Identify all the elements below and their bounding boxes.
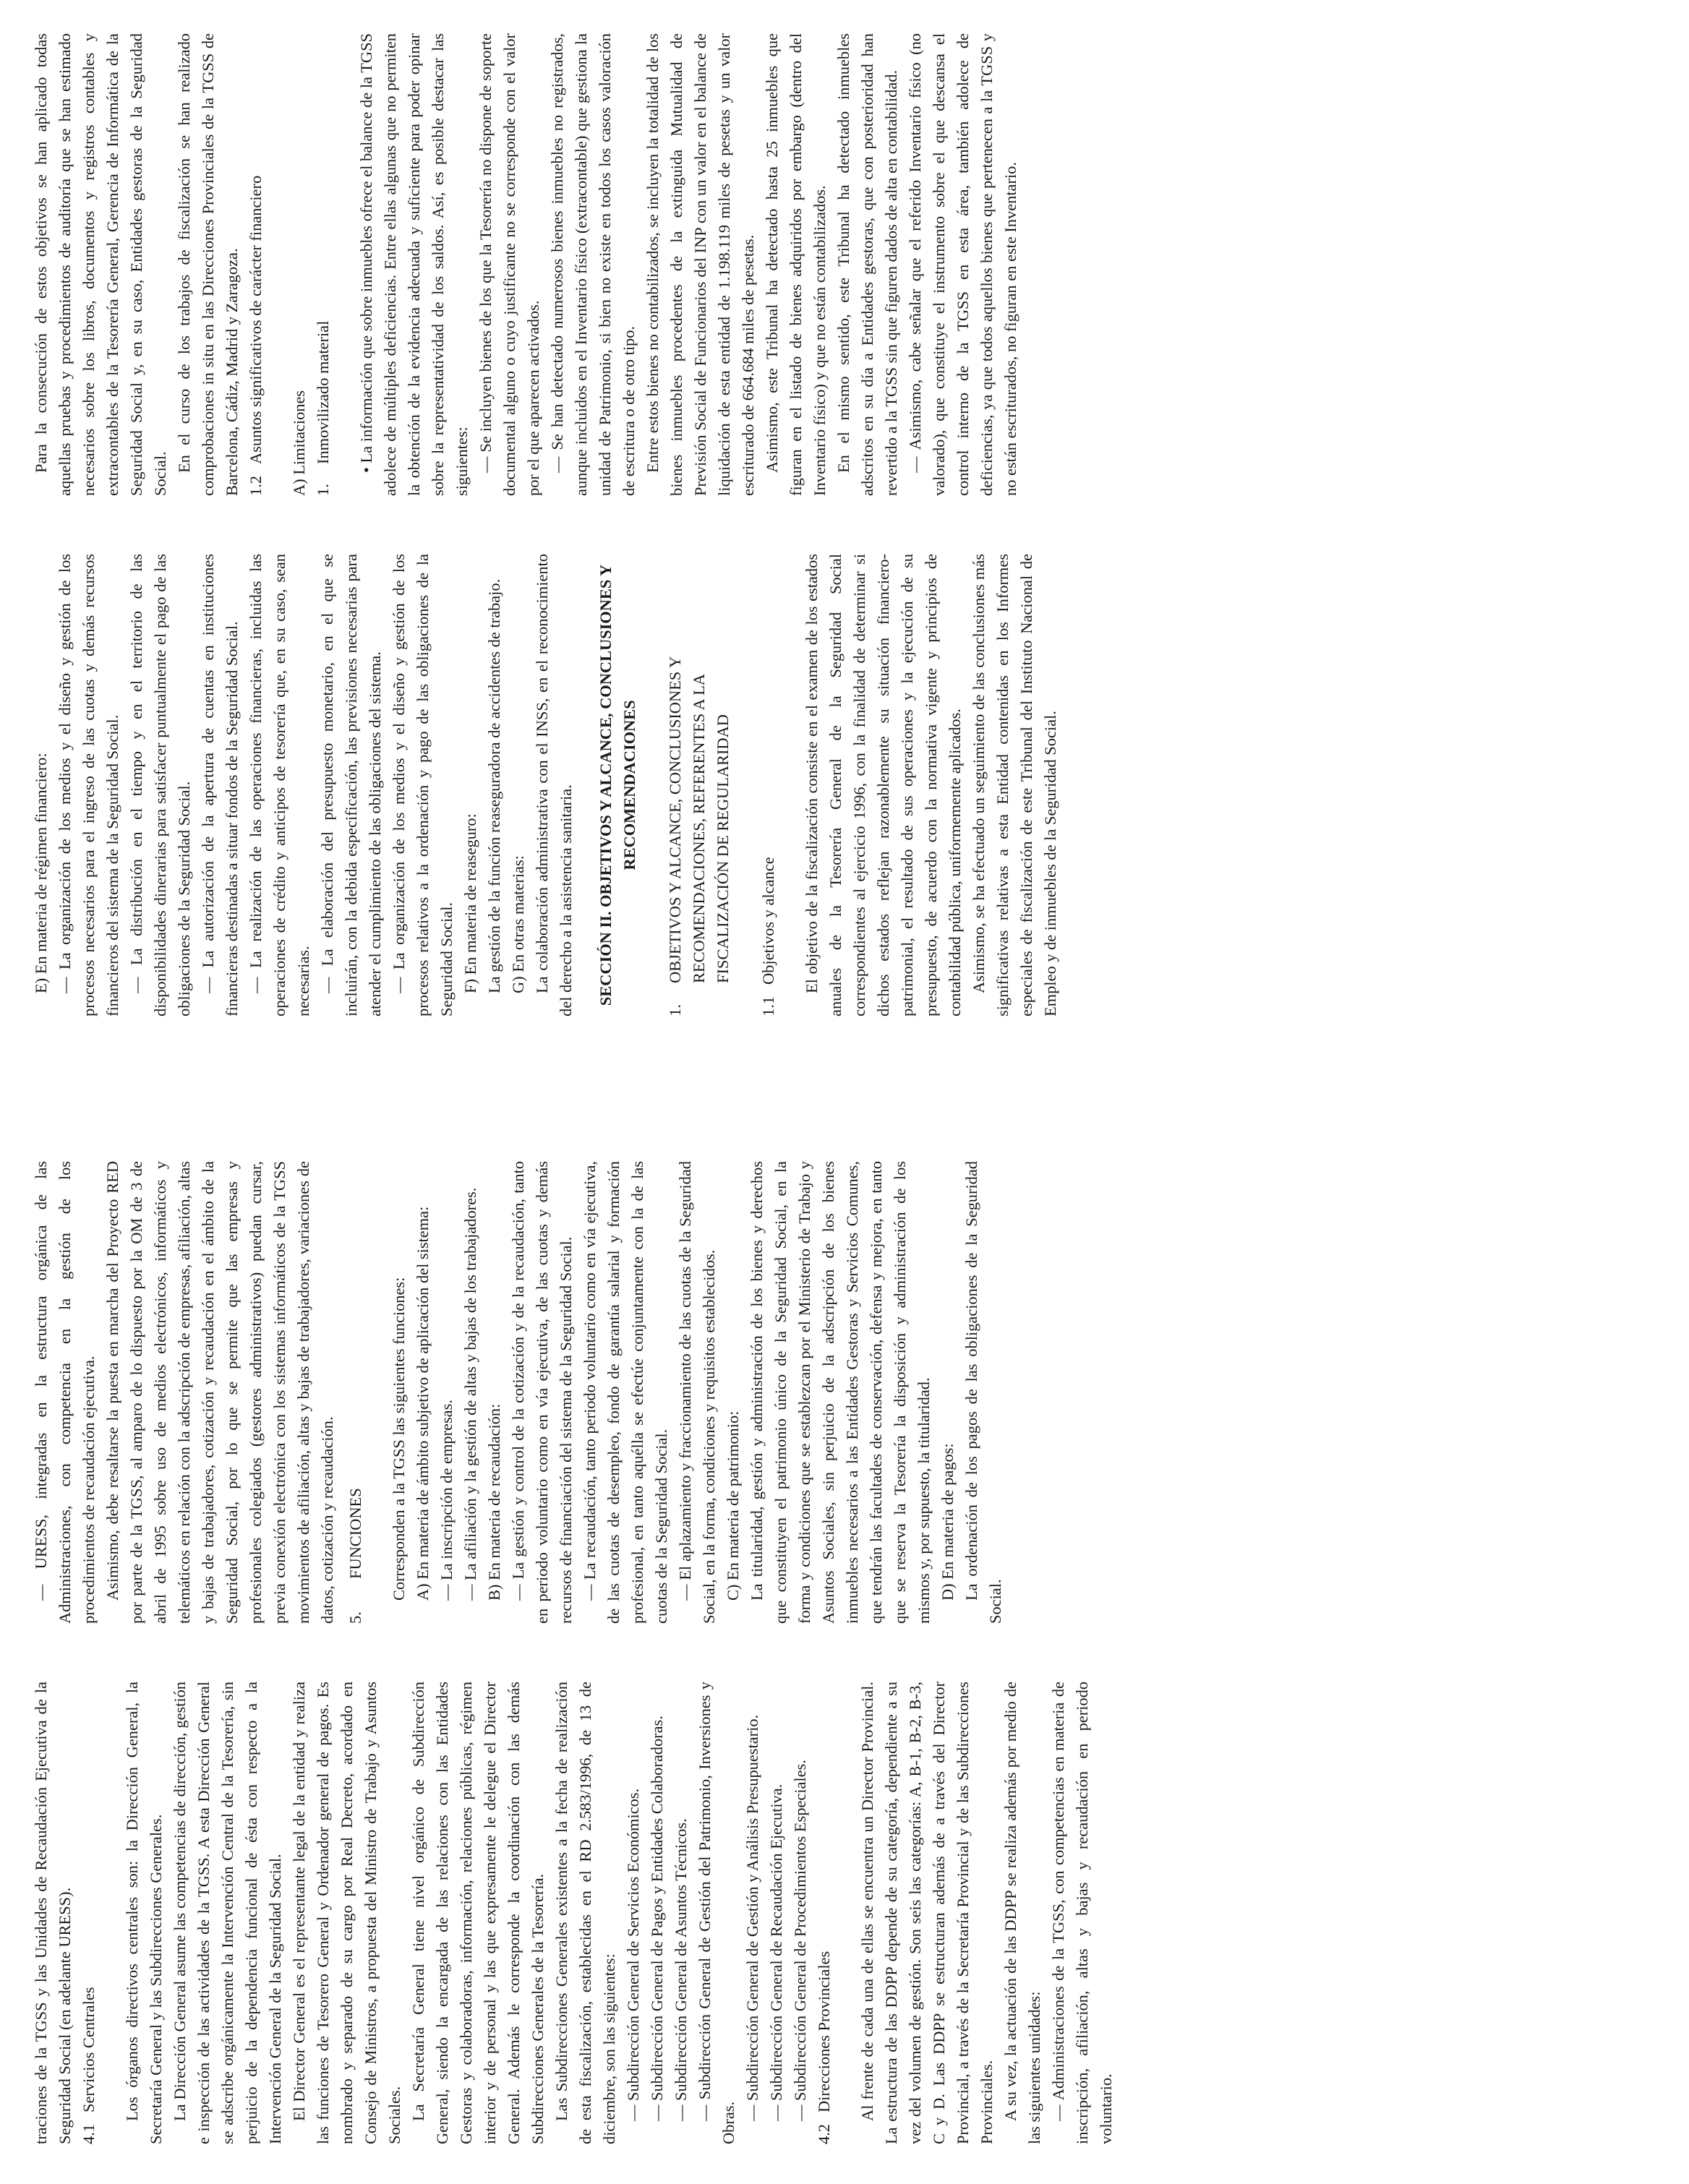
- list-item: — Subdirección General de Procedimientos Especiales.: [791, 1760, 809, 2121]
- section-heading: [663, 554, 735, 1016]
- subsection-heading: G) En otras materias:: [509, 855, 527, 993]
- list-item: — La organización de los medios y el diseño y gestión de los procesos relativos a la ordenación y pago de las obligaciones de la Seguridad Social.: [390, 554, 456, 1016]
- section-title: FUNCIONES: [346, 1488, 364, 1579]
- list-item: — La gestión y control de la cotización y de la recaudación, tanto en periodo voluntario como en vía ejecutiva, de las cuotas y demás recursos de financiación del sistema de la Seguridad Social.: [509, 1161, 575, 1624]
- paragraph: traciones de la TGSS y las Unidades de Recaudación Ejecutiva de la Seguridad Social (en adelante URESS).: [32, 1682, 74, 2144]
- paragraph: La ordenación de los pagos de las obligaciones de la Seguridad Social.: [962, 1161, 1004, 1624]
- left-page-column-1: [29, 1682, 1649, 2144]
- list-item: — Subdirección General de Gestión del Patrimonio, Inversiones y Obras.: [696, 1682, 737, 2144]
- section-title: Objetivos y alcance: [759, 857, 777, 985]
- list-item: — Asimismo, cabe señalar que el referido Inventario físico (no valorado), que constituye el instrumento sobre el que descansa el control interno de la TGSS en esta área, también adolece de deficiencias, ya que todos aquellos bienes que pertenecen a la TGSS y no están escriturados, no figuran en este Inventario.: [906, 33, 1019, 496]
- section-title: Direcciones Provinciales: [815, 1950, 833, 2112]
- list-item: — La inscripción de empresas.: [437, 1400, 456, 1601]
- subsection-heading: E) En materia de régimen financiero:: [32, 753, 50, 993]
- paragraph: Corresponden a la TGSS las siguientes funciones:: [390, 1277, 408, 1601]
- paragraph: Entre estos bienes no contabilizados, se incluyen la totalidad de los bienes inmuebles procedentes de la extinguida Mutualidad de Previsión Social de Funcionarios del INP con un valor en el balance de liquidación de esta entidad de 1.198.119 miles de pesetas y un valor escriturado de 664.684 miles de pesetas.: [643, 33, 757, 496]
- paragraph: Las Subdirecciones Generales existentes a la fecha de realización de esta fiscalización, establecidas en el RD 2.583/1996, de 13 de diciembre, son las siguientes:: [552, 1682, 618, 2144]
- subsection-heading: B) En materia de recaudación:: [485, 1403, 503, 1601]
- section-number: 1.2: [247, 476, 265, 496]
- list-item: — Subdirección General de Servicios Económicos.: [624, 1788, 642, 2121]
- right-page: [0, 15, 1689, 1027]
- list-item: — La organización de los medios y el diseño y gestión de los procesos necesarios para el ingreso de las cuotas y demás recursos financieros del sistema de la Seguridad Social.: [56, 554, 121, 1016]
- paragraph: El Director General es el representante legal de la entidad y realiza las funciones de Tesorero General y Ordenador general de pagos. Es nombrado y separado de su cargo por Real Decreto, acordado en Consejo de Ministros, a propuesta del Ministro de Trabajo y Asuntos Sociales.: [290, 1682, 403, 2144]
- section-number: 1.: [314, 484, 332, 496]
- paragraph: La Secretaría General tiene nivel orgánico de Subdirección General, siendo la encargada de las relaciones con las Entidades Gestoras y colaboradoras, información, relaciones públicas, régimen interior y de personal y las que expresamente le delegue el Director General. Además le corresponde la coordinación con las demás Subdirecciones Generales de la Tesorería.: [409, 1682, 547, 2144]
- section-title: Inmovilizado material: [314, 320, 332, 464]
- list-item: — La autorización de la apertura de cuentas en instituciones financieras destinadas a situar fondos de la Seguridad Social.: [199, 554, 241, 1016]
- list-item: — La elaboración del presupuesto monetario, en el que se incluirán, con la debida especificación, las previsiones necesarias para atender el cumplimiento de las obligaciones del sistema.: [318, 554, 384, 1016]
- right-page-column-1: [29, 554, 1649, 1016]
- subsection-heading: A) Limitaciones: [290, 390, 308, 496]
- bullet-paragraph: • La información que sobre inmuebles ofrece el balance de la TGSS adolece de múltiples deficiencias. Entre ellas algunas que no permiten la obtención de la evidencia adecuada y suficiente para poder opinar sobre la representatividad de los saldos. Así, es posible destacar las siguientes:: [357, 33, 471, 496]
- section-heading: [311, 33, 335, 496]
- list-item: — La distribución en el tiempo y en el territorio de las disponibilidades dinerarias para satisfacer puntualmente el pago de las obligaciones de la Seguridad Social.: [127, 554, 193, 1016]
- paragraph: Los órganos directivos centrales son: la Dirección General, la Secretaría General y las Subdirecciones Generales.: [123, 1682, 165, 2144]
- subsection-heading: D) En materia de pagos:: [938, 1443, 957, 1601]
- section-title: Asuntos significativos de carácter financiero: [247, 175, 265, 464]
- section-number: 4.1: [80, 2124, 98, 2144]
- subsection-heading: C) En materia de patrimonio:: [724, 1410, 742, 1601]
- paragraph: Asimismo, se ha efectuado un seguimiento de las conclusiones más significativas relativas a esta Entidad contenidas en los Informes especiales de fiscalización de este Tribunal del Instituto Nacional de Empleo y de inmuebles de la Seguridad Social.: [970, 554, 1059, 1016]
- paragraph: La titularidad, gestión y administración de los bienes y derechos que constituyen el patrimonio único de la Seguridad Social, en la forma y condiciones que se establezcan por el Ministerio de Trabajo y Asuntos Sociales, sin perjuicio de la adscripción de los bienes inmuebles necesarios a las Entidades Gestoras y Servicios Comunes, que tendrán las facultades de conservación, defensa y mejora, en tanto que se reserva la Tesorería la disposición y administración de los mismos y, por supuesto, la titularidad.: [748, 1161, 933, 1624]
- paragraph: Para la consecución de estos objetivos se han aplicado todas aquellas pruebas y procedimientos de auditoría que se han estimado necesarios sobre los libros, documentos y registros contables y extracontables de la Tesorería General, Gerencia de Informática de la Seguridad Social y, en su caso, Entidades gestoras de la Seguridad Social.: [32, 33, 169, 496]
- section-heading: [343, 1161, 367, 1624]
- section-heading: [756, 554, 780, 1016]
- list-item: — Se incluyen bienes de los que la Tesorería no dispone de soporte documental alguno o cuyo justificante no se corresponde con el valor por el que aparecen activados.: [476, 33, 542, 496]
- subsection-heading: F) En materia de reaseguro:: [461, 813, 479, 993]
- list-item: — La realización de las operaciones financieras, incluidas las operaciones de crédito y anticipos de tesorería que, en su caso, sean necesarias.: [247, 554, 312, 1016]
- list-item: — URESS, integradas en la estructura orgánica de las Administraciones, con competencia en la gestión de los procedimientos de recaudación ejecutiva.: [32, 1161, 98, 1624]
- section-number: 4.2: [815, 2124, 833, 2144]
- section-heading: [812, 1682, 836, 2144]
- list-item: — Se han detectado numerosos bienes inmuebles no registrados, aunque incluidos en el Inventario físico (extracontable) que gestiona la unidad de Patrimonio, si bien no existe en todos los casos valoración de escritura o de otro tipo.: [548, 33, 638, 496]
- paragraph: La colaboración administrativa con el INSS, en el reconocimiento del derecho a la asistencia sanitaria.: [533, 554, 575, 1016]
- section-heading: [244, 33, 268, 496]
- paragraph: Asimismo, debe resaltarse la puesta en marcha del Proyecto RED por parte de la TGSS, al amparo de lo dispuesto por la OM de 3 de abril de 1995 sobre uso de medios electrónicos, informáticos y telemáticos en relación con la adscripción de empresas, afiliación, altas y bajas de trabajadores, cotización y recaudación en el ámbito de la Seguridad Social, por lo que se permite que las empresas y profesionales colegiados (gestores administrativos) puedan cursar, previa conexión electrónica con los sistemas informáticos de la TGSS movimientos de afiliación, altas y bajas de trabajadores, variaciones de datos, cotización y recaudación.: [103, 1161, 336, 1624]
- left-page-column-2: [29, 1161, 1649, 1624]
- paragraph: Al frente de cada una de ellas se encuentra un Director Provincial. La estructura de las DDPP depende de su categoría, dependiente a su vez del volumen de gestión. Son seis las categorías: A, B-1, B-2, B-3, C y D. Las DDPP se estructuran además de a través del Director Provincial, a través de la Secretaría Provincial y de las Subdirecciones Provinciales.: [858, 1682, 996, 2144]
- right-page-column-2: [29, 33, 1649, 496]
- paragraph: Asimismo, este Tribunal ha detectado hasta 25 inmuebles que figuran en el listado de bienes adquiridos por embargo (dentro del Inventario físico) y que no están contabilizados.: [763, 33, 829, 496]
- list-item: — Subdirección General de Pagos y Entidades Colaboradoras.: [648, 1716, 666, 2121]
- paragraph: La gestión de la función reaseguradora de accidentes de trabajo.: [485, 578, 503, 993]
- paragraph: La Dirección General asume las competencias de dirección, gestión e inspección de las actividades de la TGSS. A esta Dirección General se adscribe orgánicamente la Intervención Central de la Tesorería, sin perjuicio de la dependencia funcional de ésta con respecto a la Intervención General de la Seguridad Social.: [171, 1682, 284, 2144]
- section-title: Servicios Centrales: [80, 1987, 98, 2112]
- section-title: OBJETIVOS Y ALCANCE, CONCLUSIONES Y RECOMENDACIONES, REFERENTES A LA FISCALIZACIÓN DE REGULARIDAD: [666, 656, 732, 983]
- subsection-heading: A) En materia de ámbito subjetivo de aplicación del sistema:: [414, 1206, 432, 1601]
- section-number: 1.1: [759, 996, 777, 1016]
- list-item: — Subdirección General de Asuntos Técnicos.: [672, 1818, 690, 2121]
- section-ii-title: SECCIÓN II. OBJETIVOS Y ALCANCE, CONCLUSIONES Y RECOMENDACIONES: [597, 564, 638, 1006]
- list-item: — La recaudación, tanto periodo voluntario como en vía ejecutiva, de las cuotas de desempleo, fondo de garantía salarial y formación profesional, en tanto aquélla se efectúe conjuntamente con la de las cuotas de la Seguridad Social.: [581, 1161, 670, 1624]
- list-item: — Subdirección General de Recaudación Ejecutiva.: [767, 1783, 785, 2121]
- list-item: — Administraciones de la TGSS, con competencias en materia de inscripción, afiliación, altas y bajas y recaudación en periodo voluntario.: [1049, 1682, 1115, 2144]
- paragraph: En el curso de los trabajos de fiscalización se han realizado comprobaciones in situ en las Direcciones Provinciales de la TGSS de Barcelona, Cádiz, Madrid y Zaragoza.: [175, 33, 241, 496]
- left-page: [0, 1143, 1689, 2155]
- list-item: — El aplazamiento y fraccionamiento de las cuotas de la Seguridad Social, en la forma, condiciones y requisitos establecidos.: [676, 1161, 718, 1624]
- section-number: 5.: [346, 1611, 364, 1624]
- paragraph: En el mismo sentido, este Tribunal ha detectado inmuebles adscritos en su día a Entidades gestoras, que con posterioridad han revertido a la TGSS sin que figuren dados de alta en contabilidad.: [834, 33, 900, 496]
- section-heading: [77, 1682, 101, 2144]
- list-item: — Subdirección General de Gestión y Análisis Presupuestario.: [743, 1714, 761, 2121]
- list-item: — La afiliación y la gestión de altas y bajas de los trabajadores.: [461, 1187, 479, 1601]
- section-number: 1.: [666, 1004, 684, 1016]
- paragraph: El objetivo de la fiscalización consiste en el examen de los estados anuales de la Tesorería General de la Seguridad Social correspondientes al ejercicio 1996, con la finalidad de determinar si dichos estados reflejan razonablemente su situación financiero-patrimonial, el resultado de sus operaciones y la ejecución de su presupuesto, de acuerdo con la normativa vigente y principios de contabilidad pública, uniformemente aplicados.: [803, 554, 964, 1016]
- paragraph: A su vez, la actuación de las DDPP se realiza además por medio de las siguientes unidades:: [1001, 1682, 1043, 2144]
